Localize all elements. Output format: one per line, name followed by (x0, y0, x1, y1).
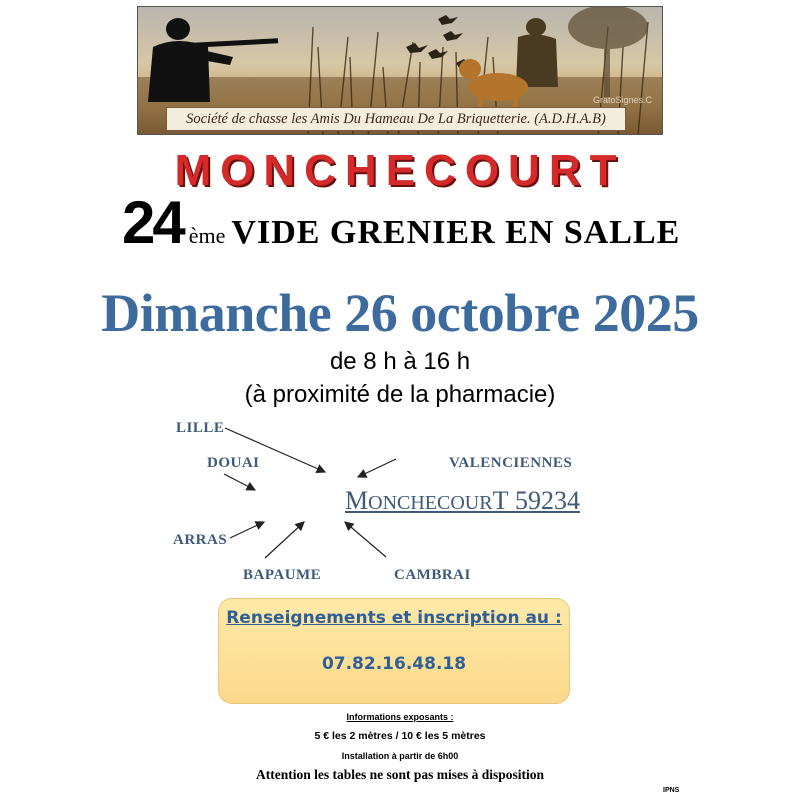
arrow-from-valenciennes (358, 459, 396, 477)
city-cambrai: CAMBRAI (394, 567, 471, 583)
city-valenciennes: VALENCIENNES (449, 455, 573, 471)
contact-box (218, 598, 570, 704)
location-note: (à proximité de la pharmacie) (244, 381, 556, 408)
city-lille: LILLE (176, 420, 225, 436)
arrow-from-bapaume (265, 522, 304, 558)
exhibitors-title: Informations exposants : (346, 712, 454, 722)
event-title: VIDE GRENIER EN SALLE (231, 214, 681, 251)
destination-postcode: 59234 (514, 486, 580, 515)
watermark-text: GratoSignes.C (592, 95, 652, 105)
destination-middle: ONCHECOUR (368, 492, 493, 514)
ipns-tag: IPNS (663, 787, 680, 794)
exhibitors-prices: 5 € les 2 mètres / 10 € les 5 mètres (314, 730, 486, 742)
edition-suffix: ème (188, 223, 226, 248)
edition-number: 24 (122, 189, 183, 256)
city-douai: DOUAI (207, 455, 260, 471)
arrow-from-cambrai (345, 522, 386, 557)
city-arras: ARRAS (173, 532, 228, 548)
destination-last-letter: T (492, 486, 509, 515)
attention-notice: Attention les tables ne sont pas mises à disposition (255, 767, 545, 782)
arrow-from-arras (230, 522, 264, 538)
event-date: Dimanche 26 octobre 2025 (101, 283, 699, 343)
destination-label (345, 486, 580, 516)
city-bapaume: BAPAUME (243, 567, 322, 583)
event-hours: de 8 h à 16 h (329, 348, 471, 375)
contact-phone: 07.82.16.48.18 (321, 654, 467, 674)
contact-title: Renseignements et inscription au : (226, 608, 562, 628)
destination-first-letter: M (345, 486, 369, 515)
society-caption: Société de chasse les Amis Du Hameau De La Briquetterie. (A.D.H.A.B) (166, 107, 626, 131)
exhibitors-install: Installation à partir de 6h00 (341, 751, 459, 761)
town-title: MONCHECOURT (174, 146, 626, 195)
arrow-from-douai (224, 474, 255, 490)
